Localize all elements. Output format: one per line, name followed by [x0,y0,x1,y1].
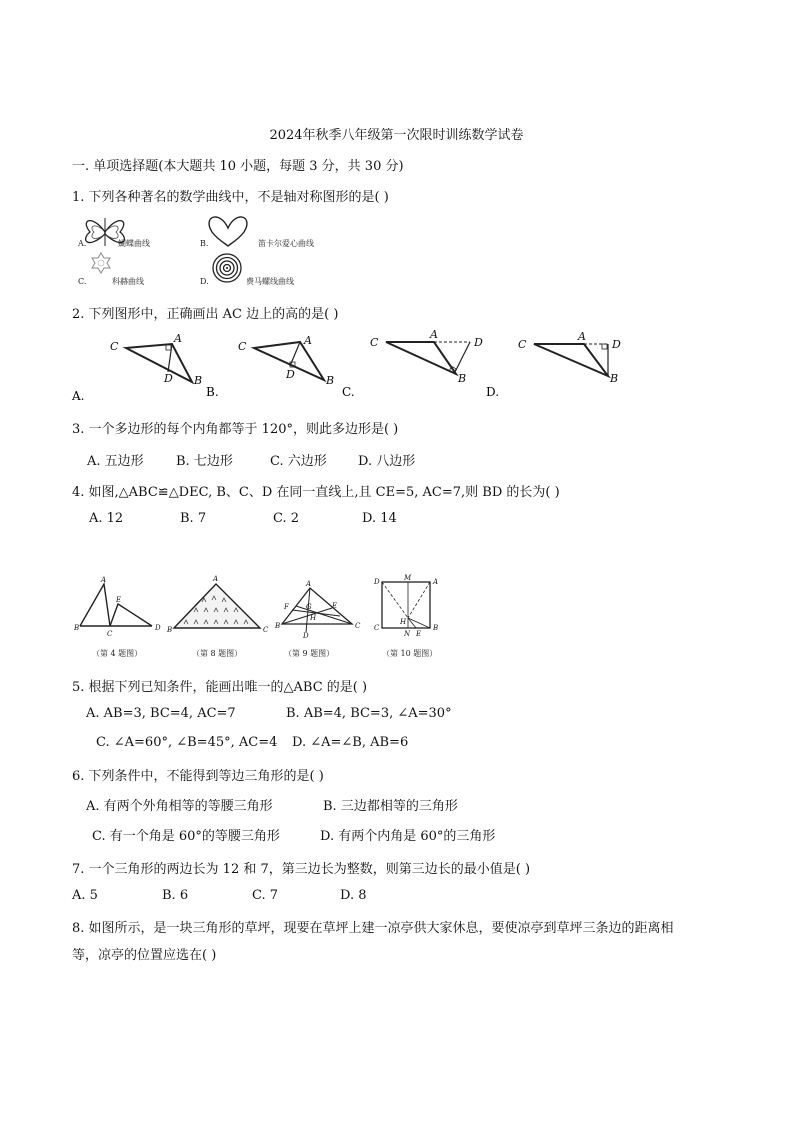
q7-option-c: C. 7 [252,888,279,903]
svg-text:B: B [74,624,80,632]
q1-option-c-letter: C. [78,277,87,286]
q2-option-a-letter: A. [72,389,85,403]
q3-option-d: D. 八边形 [358,454,416,469]
spiral-curve-figure [213,254,241,282]
fig9-triangle [274,580,361,658]
q6-option-d: D. 有两个内角是 60°的三角形 [320,829,496,844]
svg-text:D: D [303,632,309,640]
q1-option-b-letter: B. [200,239,209,248]
q5-option-b: B. AB=4, BC=3, ∠A=30° [286,706,452,721]
svg-text:H: H [400,618,407,626]
q7-option-a: A. 5 [72,888,98,903]
svg-text:B: B [194,374,203,387]
svg-text:C: C [355,622,361,630]
fig10-caption: （第 10 题图） [382,649,438,658]
q6-option-a: A. 有两个外角相等的等腰三角形 [86,799,273,814]
fig8-caption: （第 8 题图） [192,649,243,658]
q1-option-a-caption: 蝴蝶曲线 [118,239,150,248]
svg-text:B: B [433,624,439,632]
q4-option-c: C. 2 [273,511,300,526]
svg-text:B: B [458,372,467,385]
svg-text:D: D [374,578,380,586]
q2-option-c-letter: C. [342,385,355,399]
svg-text:A: A [174,332,182,345]
q7-option-d: D. 8 [340,888,367,903]
q1-option-a-letter: A. [78,239,87,248]
q8-stem-line2: 等，凉亭的位置应选在( ) [72,948,217,963]
svg-text:D: D [474,336,483,349]
exam-title: 2024年秋季八年级第一次限时训练数学试卷 [269,128,524,143]
fig4-caption: （第 4 题图） [92,649,143,658]
figures-row [70,572,450,664]
q2-triangle-figures [68,326,628,404]
svg-text:D: D [286,368,295,381]
q4-stem: 4. 如图,△ABC≌△DEC, B、C、D 在同一直线上,且 CE=5, AC=7,则 BD 的长为( ) [72,485,560,500]
svg-text:E: E [416,630,422,638]
heart-curve-figure [209,217,247,246]
svg-text:F: F [284,603,289,611]
svg-text:N: N [404,630,411,638]
svg-text:D: D [155,624,161,632]
q4-option-a: A. 12 [89,511,124,526]
svg-text:C: C [370,336,379,349]
q2-option-d-letter: D. [486,385,500,399]
q1-option-c-caption: 科赫曲线 [112,277,144,286]
svg-text:C: C [374,624,380,632]
svg-text:D: D [612,338,621,351]
svg-text:E: E [332,602,338,610]
q3-option-c: C. 六边形 [270,454,327,469]
svg-text:A: A [433,578,439,586]
q7-stem: 7. 一个三角形的两边长为 12 和 7，第三边长为整数，则第三边长的最小值是( ) [72,862,531,877]
svg-text:E: E [116,596,122,604]
svg-text:G: G [306,603,312,611]
svg-text:B: B [610,372,619,385]
q1-option-d-caption: 费马螺线曲线 [246,277,294,286]
svg-text:C: C [107,630,113,638]
fig9-caption: （第 9 题图） [284,649,335,658]
q6-stem: 6. 下列条件中，不能得到等边三角形的是( ) [72,769,324,784]
svg-text:A: A [430,328,438,341]
fig10-square [373,574,438,658]
q5-option-c: C. ∠A=60°, ∠B=45°, AC=4 [96,735,278,750]
q3-option-a: A. 五边形 [87,454,144,469]
svg-text:H: H [310,614,317,622]
q1-curve-figures [70,210,320,290]
q6-option-c: C. 有一个角是 60°的等腰三角形 [92,829,280,844]
q6-option-b: B. 三边都相等的三角形 [323,799,458,814]
svg-text:C: C [110,340,119,353]
svg-text:D: D [164,372,173,385]
q5-stem: 5. 根据下列已知条件，能画出唯一的△ABC 的是( ) [72,680,368,695]
q1-stem: 1. 下列各种著名的数学曲线中，不是轴对称图形的是( ) [72,190,389,205]
q3-stem: 3. 一个多边形的每个内角都等于 120°，则此多边形是( ) [72,422,399,437]
q2-option-b-figure [238,334,334,387]
svg-text:B: B [326,374,335,387]
svg-text:C: C [238,340,247,353]
svg-text:B: B [167,626,173,634]
svg-text:A: A [306,580,312,588]
section-heading: 一. 单项选择题(本大题共 10 小题，每题 3 分，共 30 分) [72,159,404,174]
q2-option-a-figure [110,332,202,387]
svg-text:A: A [213,575,219,583]
q2-stem: 2. 下列图形中，正确画出 AC 边上的高的是( ) [72,307,339,322]
svg-text:C: C [518,338,527,351]
svg-text:A: A [304,334,312,347]
svg-text:A: A [578,330,586,343]
svg-text:C: C [263,626,269,634]
q5-option-a: A. AB=3, BC=4, AC=7 [86,706,236,721]
q1-option-b-caption: 笛卡尔爱心曲线 [258,239,314,248]
q2-option-b-letter: B. [206,385,219,399]
fig4-triangles [73,576,161,658]
q4-option-d: D. 14 [362,511,397,526]
q4-option-b: B. 7 [180,511,207,526]
svg-text:B: B [275,622,281,630]
fig8-grass-triangle [166,575,269,658]
koch-curve-figure [92,253,110,273]
svg-text:A: A [101,576,107,584]
q2-option-d-figure [518,330,621,385]
q3-option-b: B. 七边形 [176,454,233,469]
q8-stem-line1: 8. 如图所示，是一块三角形的草坪，现要在草坪上建一凉亭供大家休息，要使凉亭到草坪三条边的距离相 [72,921,674,936]
q7-option-b: B. 6 [162,888,189,903]
q1-option-d-letter: D. [200,277,209,286]
svg-text:M: M [404,574,412,582]
q5-option-d: D. ∠A=∠B, AB=6 [292,735,409,750]
q2-option-c-figure [370,328,483,385]
